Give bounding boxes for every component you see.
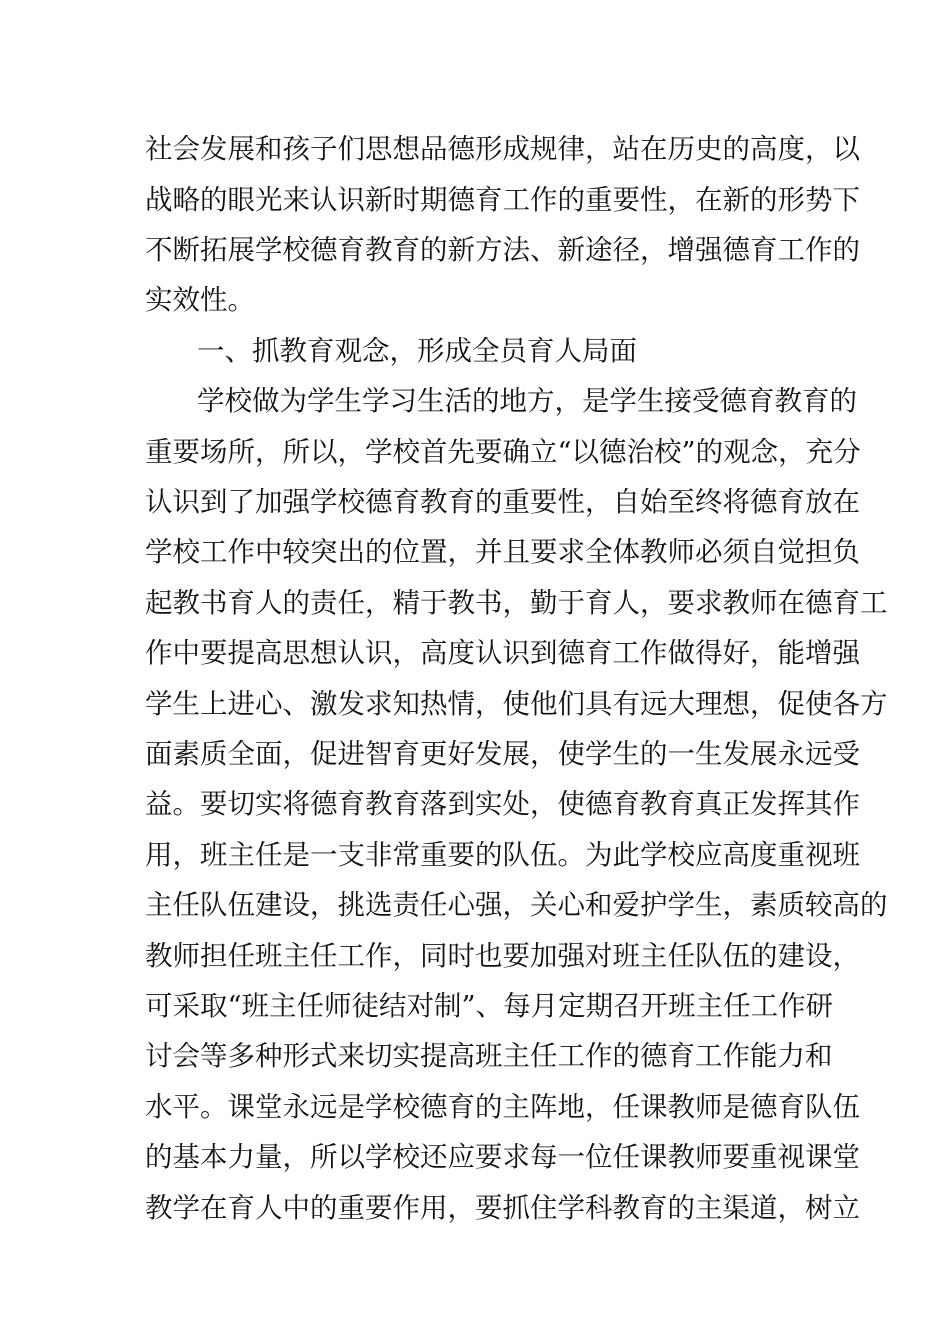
body-text-line: 的基本力量，所以学校还应要求每一位任课教师要重视课堂	[145, 1141, 860, 1173]
body-text-line: 讨会等多种形式来切实提高班主任工作的德育工作能力和	[145, 1040, 833, 1072]
body-text-line: 水平。课堂永远是学校德育的主阵地，任课教师是德育队伍	[145, 1091, 860, 1123]
section-heading: 一、抓教育观念，形成全员育人局面	[197, 335, 637, 367]
body-text-line: 起教书育人的责任，精于教书，勤于育人，要求教师在德育工	[145, 587, 888, 619]
body-text-line: 社会发展和孩子们思想品德形成规律，站在历史的高度，以	[145, 133, 860, 165]
body-text-line: 用，班主任是一支非常重要的队伍。为此学校应高度重视班	[145, 839, 860, 871]
body-text-line: 教学在育人中的重要作用，要抓住学科教育的主渠道，树立	[145, 1192, 860, 1224]
body-text-line: 认识到了加强学校德育教育的重要性，自始至终将德育放在	[145, 486, 860, 518]
body-text-line: 面素质全面，促进智育更好发展，使学生的一生发展永远受	[145, 738, 860, 770]
body-text-line: 不断拓展学校德育教育的新方法、新途径，增强德育工作的	[145, 234, 860, 266]
body-text-line: 益。要切实将德育教育落到实处，使德育教育真正发挥其作	[145, 788, 860, 820]
body-text-line: 学校做为学生学习生活的地方，是学生接受德育教育的	[197, 385, 857, 417]
body-text-line: 作中要提高思想认识，高度认识到德育工作做得好，能增强	[145, 637, 860, 669]
body-text-line: 学校工作中较突出的位置，并且要求全体教师必须自觉担负	[145, 536, 860, 568]
body-text-line: 主任队伍建设，挑选责任心强，关心和爱护学生，素质较高的	[145, 889, 888, 921]
body-text-line: 战略的眼光来认识新时期德育工作的重要性，在新的形势下	[145, 184, 860, 216]
body-text-line: 重要场所，所以，学校首先要确立“以德治校”的观念，充分	[145, 436, 861, 468]
body-text-line: 教师担任班主任工作，同时也要加强对班主任队伍的建设，	[145, 940, 860, 972]
body-text-line: 可采取“班主任师徒结对制”、每月定期召开班主任工作研	[145, 990, 834, 1022]
body-text-line: 实效性。	[145, 284, 255, 316]
body-text-line: 学生上进心、激发求知热情，使他们具有远大理想，促使各方	[145, 688, 888, 720]
